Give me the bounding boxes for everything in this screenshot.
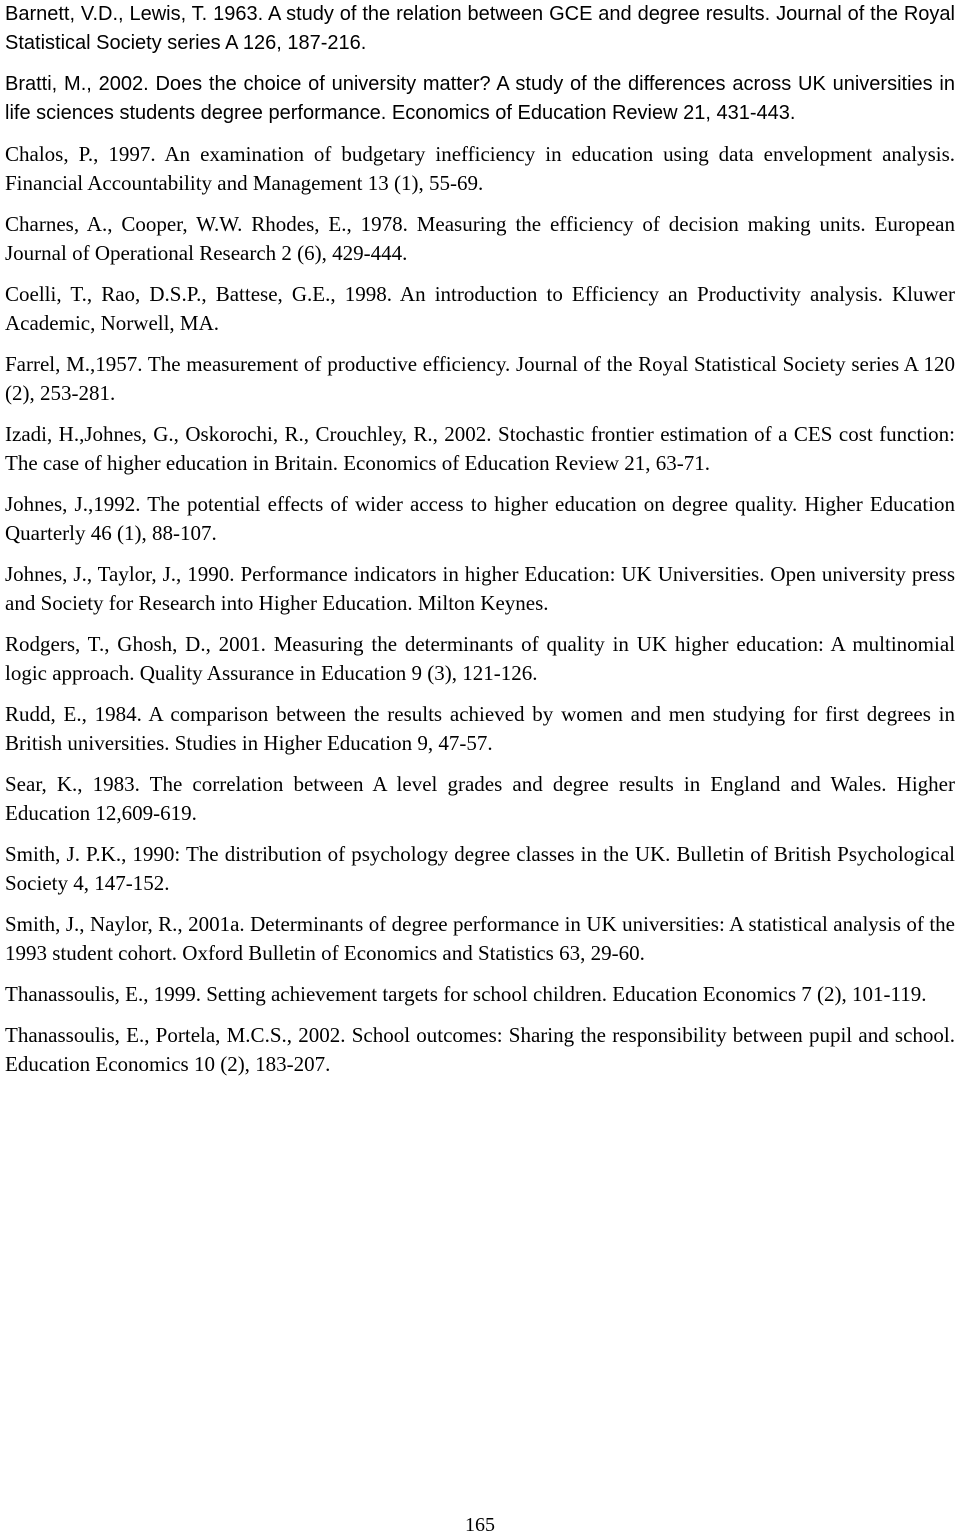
reference-entry: Coelli, T., Rao, D.S.P., Battese, G.E., 1998. An introduction to Efficiency an Productivity analysis. Kluwer Academic, Norwell, MA. — [5, 282, 955, 335]
reference-list — [5, 0, 955, 1091]
reference-entry: Bratti, M., 2002. Does the choice of university matter? A study of the differences across UK universities in life sciences students degree performance. Economics of Education Review 21, 431-443. — [5, 73, 955, 124]
page-number: 165 — [465, 1514, 495, 1536]
reference-entry: Johnes, J.,1992. The potential effects of wider access to higher education on degree quality. Higher Education Quarterly 46 (1), 88-107. — [5, 492, 955, 545]
reference-entry: Chalos, P., 1997. An examination of budgetary inefficiency in education using data envelopment analysis. Financial Accountability and Management 13 (1), 55-69. — [5, 142, 955, 195]
reference-entry: Sear, K., 1983. The correlation between A level grades and degree results in England and Wales. Higher Education 12,609-619. — [5, 772, 955, 825]
reference-entry: Izadi, H.,Johnes, G., Oskorochi, R., Crouchley, R., 2002. Stochastic frontier estimation of a CES cost function: The case of higher education in Britain. Economics of Education Review 21, 63-71. — [5, 422, 955, 475]
reference-entry: Smith, J., Naylor, R., 2001a. Determinants of degree performance in UK universities: A statistical analysis of the 1993 student cohort. Oxford Bulletin of Economics and Statistics 63, 29-60. — [5, 912, 955, 965]
reference-entry: Thanassoulis, E., 1999. Setting achievement targets for school children. Education Economics 7 (2), 101-119. — [5, 982, 927, 1006]
reference-entry: Barnett, V.D., Lewis, T. 1963. A study of the relation between GCE and degree results. Journal of the Royal Statistical Society series A 126, 187-216. — [5, 3, 955, 54]
reference-entry: Rodgers, T., Ghosh, D., 2001. Measuring the determinants of quality in UK higher education: A multinomial logic approach. Quality Assurance in Education 9 (3), 121-126. — [5, 632, 955, 685]
reference-entry: Smith, J. P.K., 1990: The distribution of psychology degree classes in the UK. Bulletin of British Psychological Society 4, 147-152. — [5, 842, 955, 895]
reference-entry: Thanassoulis, E., Portela, M.C.S., 2002. School outcomes: Sharing the responsibility between pupil and school. Education Economics 10 (2), 183-207. — [5, 1023, 955, 1076]
reference-entry: Johnes, J., Taylor, J., 1990. Performance indicators in higher Education: UK Universities. Open university press and Society for Research into Higher Education. Milton Keynes. — [5, 562, 955, 615]
reference-entry: Farrel, M.,1957. The measurement of productive efficiency. Journal of the Royal Statistical Society series A 120 (2), 253-281. — [5, 352, 955, 405]
reference-entry: Rudd, E., 1984. A comparison between the results achieved by women and men studying for first degrees in British universities. Studies in Higher Education 9, 47-57. — [5, 702, 955, 755]
reference-entry: Charnes, A., Cooper, W.W. Rhodes, E., 1978. Measuring the efficiency of decision making units. European Journal of Operational Research 2 (6), 429-444. — [5, 212, 955, 265]
